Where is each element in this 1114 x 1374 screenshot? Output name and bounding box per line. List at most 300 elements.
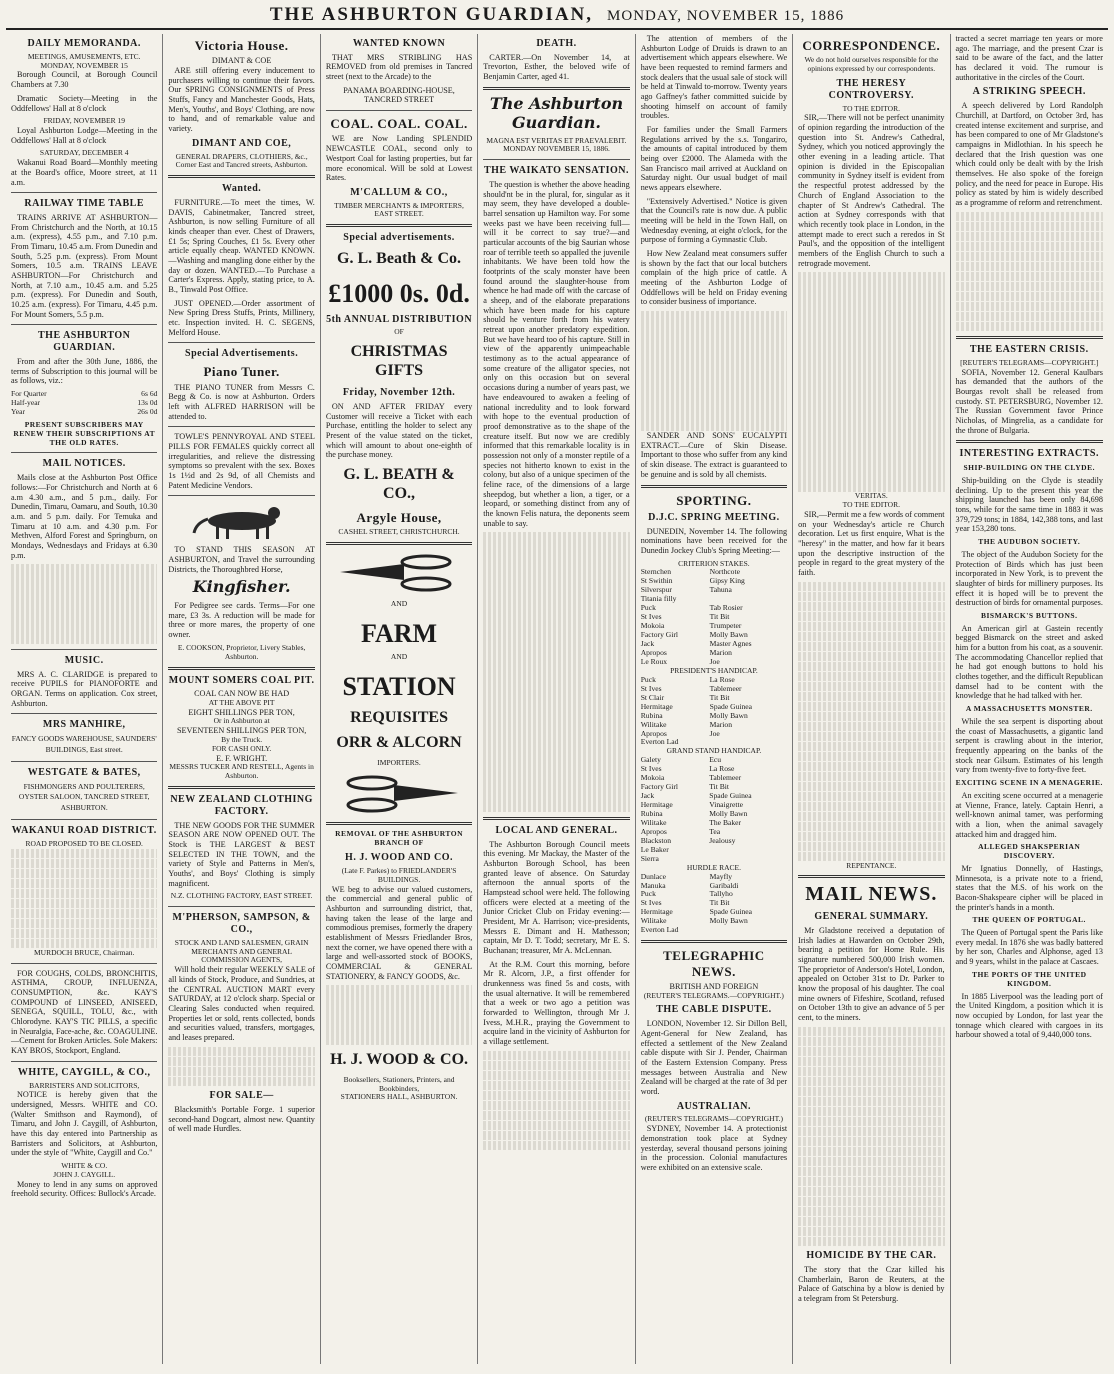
mail-heading: MAIL NOTICES. <box>42 458 126 470</box>
wanted-text: FURNITURE.—To meet the times, W. DAVIS, Cabinetmaker, Tancred street, Ashburton, is now selling Furniture of all kinds cheaper than ever. Chest of Drawers, £1 5s; Spring Couches, £1 5s. Every other article equally cheap. WANTED KNOWN.—Washing and mangling done either by the day or dozen. WANTED.—To Purchase a Carter's Express. Apply, stating price, to A. B., Tinwald Post Office. <box>168 197 315 295</box>
memoranda-line: MONDAY, NOVEMBER 15 <box>40 60 128 70</box>
divider <box>11 963 157 964</box>
coal-text: WE are Now Landing SPLENDID NEWCASTLE COAL, second only to Westport Coal for lasting properties, but far more economical. Will be sold at Lowest Rates. <box>325 134 473 183</box>
heresy-heading: THE HERESY CONTROVERSY. <box>828 78 914 101</box>
mpherson-heading: M'PHERSON, SAMPSON, & CO., <box>172 912 311 935</box>
divider <box>641 940 787 943</box>
telegraphic-sub: BRITISH AND FOREIGN <box>669 981 759 991</box>
australian-note: (REUTER'S TELEGRAMS—COPYRIGHT.) <box>644 1114 783 1124</box>
race-nominations <box>641 676 787 748</box>
caygill-signature: JOHN J. CAYGILL. <box>53 1169 116 1179</box>
horse-entry: Spade Guinea <box>709 907 753 917</box>
horse-entry: Tit Bit <box>709 898 730 908</box>
white-signature: WHITE & CO. <box>61 1161 108 1171</box>
audubon-text: The object of the Audubon Society for the Protection of Birds which has just been incorporated in New York, is to prevent the slaughter of birds for millinery purposes. Its effect it is hoped will be to prevent the destruction of birds for ornamental purposes. <box>955 549 1103 608</box>
horse-entry: Everton Lad <box>640 925 679 935</box>
cable-heading: THE CABLE DISPUTE. <box>656 1004 772 1016</box>
music-heading: MUSIC. <box>64 654 104 666</box>
horse-signature: E. COOKSON, Proprietor, Livery Stables, Ashburton. <box>177 642 306 661</box>
horse-entry: Tit Bit <box>709 612 730 622</box>
monster-text: While the sea serpent is disporting about the coast of Massachusetts, a gigantic land serpent is crawling about in the interior, frequently appearing on the banks of the stock near Gilsum. Estimates of his length vary from twenty-five to forty-five feet. <box>955 717 1103 775</box>
horse-entry: Mokoia <box>640 621 665 631</box>
divider <box>168 786 314 789</box>
horse-entry: Mokoia <box>640 773 665 783</box>
horse-entry: Tit Bit <box>709 692 730 702</box>
correspondence-note: We do not hold ourselves responsible for the opinions expressed by our correspondents. <box>804 55 939 74</box>
ports-text: In 1885 Liverpool was the leading port of the United Kingdom, a position which it is now occupied by London, for last year the tonnage which cleared with cargoes in its harbour showed a total of 9,440,000 tons. <box>955 991 1103 1040</box>
beath-amount: £1000 0s. 0d. <box>328 279 470 308</box>
letter-2-text: SIR,—Permit me a few words of comment on your Wednesday's article re Church decoration. Let us first enquire, What is the "heresy" in the matter, and how far it bears upon the descriptive instruction of the people in regard to the great mystery of the faith. <box>798 509 945 577</box>
horse-entry: Spade Guinea <box>709 791 752 801</box>
horse-entry: Molly Bawn <box>709 630 748 640</box>
heresy-text: SIR,—There will not be perfect unanimity of opinion regarding the introduction of the question into St. Andrew's Cathedral, Sydney, which you noticed approvingly the other evening in a leading article. That opinion is divided in the Episcopalian community in Sydney itself is evident from the respectful protest addressed by the Church of England Association to the chapter of St Andrew's Cathedral. The action at Sydney corresponds with that which recently took place in London, in the attempt made to erect such a reredos in St Paul's, and the opposition of the intelligent members of the English Church to such a retrograde movement. <box>798 113 945 268</box>
telegraphic-heading: TELEGRAPHIC NEWS. <box>663 948 765 979</box>
divider <box>11 192 157 193</box>
ship-text: Ship-building on the Clyde is steadily declining. Up to the present this year the shipping launched has been only 84,698 tons, while for the same time in 1883 it was 379,729 tons; in 1884, 142,388 tons, and last year 153,280 tons. <box>955 476 1103 534</box>
westgate-sub: FISHMONGERS AND POULTERERS, OYSTER SALOON, TANCRED STREET, ASHBURTON. <box>18 781 150 813</box>
divider <box>11 819 157 820</box>
column-3 <box>321 34 478 1364</box>
dimant-name: DIMANT AND COE, <box>191 137 292 149</box>
manhire-sub: FANCY GOODS WAREHOUSE, SAUNDERS' BUILDINGS, East street. <box>11 734 157 754</box>
horse-entry: Blackston <box>640 835 672 845</box>
divider <box>956 440 1103 443</box>
race-nominations <box>641 568 787 666</box>
horse-entry: Molly Bawn <box>709 809 748 818</box>
table-row <box>11 399 157 408</box>
divider <box>168 495 314 496</box>
term-period: Year <box>11 406 25 416</box>
station-label: STATION <box>342 672 456 702</box>
horse-entry: St Ives <box>640 683 662 693</box>
railway-heading: RAILWAY TIME TABLE <box>24 198 145 210</box>
horse-entry: Puck <box>640 889 656 899</box>
stand-text: TO STAND THIS SEASON AT ASHBURTON, and Travel the surrounding Districts, the Thoroughbred Horse, <box>168 545 315 574</box>
table-row <box>11 408 157 417</box>
memoranda-line: Wakanui Road Board—Monthly meeting at the Board's office, Moore street, at 11 a.m. <box>11 158 158 187</box>
lodge-text: The attention of members of the Ashburton Lodge of Druids is drawn to an advertisement which appears elsewhere. We have been requested to remind farmers and stock dealers that the usual sale of stock will be held at Tinwald to-morrow. Twenty years ago Gaffney's father committed suicide by shooting himself on account of family troubles. <box>640 34 788 121</box>
shakspere-text: Mr Ignatius Donnelly, of Hastings, Minnesota, is a private note to a friend, states that the M.S. of his work on the Bacon-Shakspeare cipher will be placed in the printer's hands in a month. <box>955 863 1103 912</box>
nz-clothing-heading: NEW ZEALAND CLOTHING FACTORY. <box>170 794 313 817</box>
memoranda-line: SATURDAY, DECEMBER 4 <box>39 148 129 158</box>
panama-house: PANAMA BOARDING-HOUSE, TANCRED STREET <box>343 85 455 105</box>
wakanui-heading: WAKANUI ROAD DISTRICT. <box>11 825 157 837</box>
wakanui-signature: MURDOCH BRUCE, Chairman. <box>34 947 135 957</box>
horse-entry: Marion <box>709 719 733 729</box>
column-1 <box>6 34 163 1364</box>
beath-annual: 5th ANNUAL DISTRIBUTION <box>326 313 473 325</box>
race-title: CRITERION STAKES. <box>678 558 750 568</box>
zealand-text: How New Zealand meat consumers suffer is shown by the fact that our local butchers complain of the high price of cattle. A meeting of the Ashburton Lodge of Oddfellows will be held on Friday evening to consider business of importance. <box>640 249 788 307</box>
importers-label: IMPORTERS. <box>377 757 421 767</box>
death-heading: DEATH. <box>536 38 577 49</box>
australian-text: SYDNEY, November 14. A protectionist demonstration took place at Sydney yesterday, several thousand persons joining in the procession. Colonial manufactures were exhibited on an extensive scale. <box>640 1124 788 1172</box>
coal-signature: E. F. WRIGHT. <box>216 753 268 763</box>
coal-price: EIGHT SHILLINGS PER TON, <box>188 707 295 717</box>
horse-entry: Dunlace <box>640 871 666 881</box>
horse-entry: Jealousy <box>709 835 736 845</box>
horse-entry: Puck <box>640 674 656 684</box>
djc-heading: D.J.C. SPRING MEETING. <box>648 511 780 523</box>
memoranda-line: Loyal Ashburton Lodge—Meeting in the Oddfellows' Hall at 8 o'clock <box>11 126 158 145</box>
column-7 <box>951 34 1108 1364</box>
death-notice: CARTER.—On November 14, at Trevorton, Esther, the beloved wife of Benjamin Carter, aged 41. <box>483 52 630 82</box>
striking-heading: A STRIKING SPEECH. <box>972 86 1086 98</box>
text-filler <box>798 582 944 862</box>
bismarck-heading: BISMARCK'S BUTTONS. <box>981 610 1078 620</box>
wanted-known-text: THAT MRS STRIBLING HAS REMOVED from old premises in Tancred street (next to the Arcade) to the <box>325 52 473 82</box>
coal-price-2: SEVENTEEN SHILLINGS PER TON, <box>176 726 307 736</box>
horse-entry: Jack <box>640 791 655 801</box>
horse-entry: Tallyho <box>709 889 733 899</box>
horse-entry: Garibaldi <box>709 880 739 890</box>
mpherson-sub: STOCK AND LAND SALESMEN, GRAIN MERCHANTS AND GENERAL COMMISSION AGENTS, <box>174 937 309 965</box>
horse-entry: Hermitage <box>640 701 673 711</box>
divider <box>956 336 1103 339</box>
divider <box>11 1061 157 1062</box>
divider <box>326 822 472 825</box>
westgate-heading: WESTGATE & BATES, <box>27 766 141 778</box>
sale-heading: FOR SALE— <box>209 1090 274 1102</box>
horse-entry: Factory Girl <box>640 782 679 792</box>
beath-house: Argyle House, <box>356 509 442 525</box>
term-price: 6s 6d <box>141 389 158 399</box>
term-price: 26s 0d <box>137 406 158 416</box>
divider <box>641 485 787 488</box>
piano-text: THE PIANO TUNER from Messrs C. Begg & Co. is now at Ashburton. Orders left with ALFRED HARRISON will be attended to. <box>168 382 315 421</box>
menagerie-heading: EXCITING SCENE IN A MENAGERIE. <box>955 778 1103 788</box>
horse-entry: Sierra <box>640 853 659 863</box>
wood-sub: Booksellers, Stationers, Printers, and Bookbinders, <box>343 1074 455 1093</box>
homicide-text: The story that the Czar killed his Chamberlain, Baron de Reuters, at the Palace of Gatschina by a blow is denied by a telegram from St Petersburg. <box>798 1264 945 1303</box>
repentance-signature: REPENTANCE. <box>846 860 897 870</box>
local-heading: LOCAL AND GENERAL. <box>495 824 618 836</box>
coal-agents: MESSRS TUCKER AND RESTELL, Agents in Ashburton. <box>169 762 314 781</box>
beath-date: Friday, November 12th. <box>342 387 456 399</box>
portugal-heading: THE QUEEN OF PORTUGAL. <box>972 915 1086 925</box>
horse-text: For Pedigree see cards. Terms—For one mare, £3 3s. A reduction will be made for three or more mares, the property of one owner. <box>168 601 315 640</box>
removal-firm: H. J. WOOD AND CO. <box>345 852 454 864</box>
text-filler <box>326 985 472 1045</box>
horse-entry: Marion <box>709 648 732 658</box>
horse-entry: Jack <box>640 639 655 649</box>
text-filler <box>798 1027 944 1247</box>
eastern-crisis-text: SOFIA, November 12. General Kaulbars has demanded that the authors of the Bourgas revolt shall be released from custody. ST. PETERSBURG, November 12. The Russian Government favor Prince Nicholas, of Mingrelia, as a candidate for the throne of Bulgaria. <box>955 367 1103 435</box>
table-row <box>641 926 787 935</box>
race-title: PRESIDENT'S HANDICAP. <box>670 665 758 675</box>
coal-cash: FOR CASH ONLY. <box>211 743 272 753</box>
beath-text: ON AND AFTER FRIDAY every Customer will receive a Ticket with each Purchase, entitling the holder to select any Present of the value stated on the ticket, which will amount to about one-eighth of the purchase money. <box>325 401 473 460</box>
horse-entry: Tablemeer <box>709 773 742 783</box>
term-period: For Quarter <box>11 389 47 399</box>
horse-entry <box>710 926 787 935</box>
horse-entry: Factory Girl <box>640 630 679 640</box>
horse-entry: Joe <box>709 728 720 738</box>
local-text-2: At the R.M. Court this morning, before Mr R. Alcorn, J.P., a first offender for drunkenness was fined 5s and costs, with the usual alternative. It will be remembered that a week or two ago a petition was forwarded to Wellington, through Mr J. Ivess, M.H.R., praying the Government to acquire land in the vicinity of Ashburton for a village settlement. <box>483 959 630 1046</box>
horse-entry: Wilitake <box>640 719 667 729</box>
sensation-text: The question is whether the above heading should'nt be in the plural, for, singular as it may seem, they have developed a double-barrel sensation up Hamilton way. For some weeks past we have been receiving full—will it be correct to say true?—and particular accounts of the big Saurian whose roar of terrible teeth so appalled the juvenile inhabitants. We have been told how the footprints of the scaly monster have been found around the slaughter-house from whence he had made off with the carcase of a sheep, and of the elaborate preparations which have been made for his capture should he venture forth from his watery retreat upon another predatory expedition. But we have heard too of his capture. Still in view of the apparently unimpeachable testimony as to the actual appearance of some creature of the alligator species, not only on this occasion but on several occasions during a number of years past, we have endeavoured to awaken a feeling of national incredulity and to look forward with hope to the eventual production of proof demonstrative as to the shape of the creature itself. But now we are credibly informed that this remarkable locality is in possession not only of a monster reptile of a species not hitherto known to exist in the colony, but also of a unique specimen of the feline race, of the dimensions of a large sheepdog, but whether a lion, a tiger, or a leopard, or something distinct from any of the known Felis natura, the deponents seem unable to say. <box>483 180 630 528</box>
divider <box>168 667 314 670</box>
editorial-date: MONDAY NOVEMBER 15, 1886. <box>503 144 610 154</box>
subscribers-notice: PRESENT SUBSCRIBERS MAY RENEW THEIR SUBSCRIPTIONS AT THE OLD RATES. <box>13 419 156 447</box>
horse-entry: Tahuna <box>709 585 732 595</box>
horse-entry: Spade Guinea <box>709 701 753 711</box>
towle-text: TOWLE'S PENNYROYAL AND STEEL PILLS FOR FEMALES quickly correct all irregularities, and relieve the distressing symptoms so prevalent with the sex. Boxes 1s 1½d and 2s 9d, of all Chemists and Patent Medicine Vendors. <box>168 432 315 490</box>
horse-entry: Apropos <box>640 728 667 738</box>
horse-entry: Tit Bit <box>709 782 730 792</box>
text-filler <box>956 212 1103 332</box>
eastern-crisis-heading: THE EASTERN CRISIS. <box>969 344 1089 356</box>
heresy-to: TO THE EDITOR. <box>842 103 900 113</box>
djc-text: DUNEDIN, November 14. The following nominations have been received for the Dunedin Jockey Club's Spring Meeting:— <box>640 526 788 555</box>
editorial-masthead: The Ashburton Guardian. <box>489 93 624 132</box>
horse-entry: Tablemeer <box>709 683 742 693</box>
table-row <box>641 846 787 855</box>
mcallum-name: M'CALLUM & CO., <box>350 186 448 198</box>
divider <box>11 452 157 453</box>
wanted-heading: Wanted. <box>221 183 262 195</box>
horse-entry: Apropos <box>640 648 667 658</box>
divider <box>168 426 314 427</box>
term-price: 13s 0d <box>137 397 158 407</box>
divider <box>168 342 314 343</box>
coal-truck: By the Truck. <box>221 735 263 744</box>
horse-entry: Tab Rosier <box>709 603 743 613</box>
beath-gifts: CHRISTMAS GIFTS <box>350 343 448 380</box>
column-6 <box>793 34 950 1364</box>
horse-entry: Ecu <box>709 755 722 765</box>
wood-name: H. J. WOOD & CO. <box>330 1050 469 1068</box>
text-filler <box>483 532 629 812</box>
opened-text: JUST OPENED.—Order assortment of New Spring Dress Stuffs, Prints, Millinery, etc. Inspection invited. H. C. SEGENS, Melford House. <box>168 298 315 337</box>
memoranda-heading: DAILY MEMORANDA. <box>27 38 141 49</box>
cable-text: LONDON, November 12. Sir Dillon Bell, Agent-General for New Zealand, has effected a settlement of the New Zealand cable dispute with Sir J. Pender, Chairman of the Eastern Extension Company. Press messages between Australia and New Zealand will be charged at the rate of 3d per word. <box>640 1019 788 1096</box>
sensation-heading: THE WAIKATO SENSATION. <box>483 165 629 177</box>
shears-icon <box>334 771 464 817</box>
divider <box>11 649 157 650</box>
horse-entry: Trumpeter <box>709 621 742 631</box>
nz-clothing-signature: N.Z. CLOTHING FACTORY, EAST STREET. <box>170 891 313 901</box>
white-caygill-sub: BARRISTERS AND SOLICITORS, <box>29 1080 140 1090</box>
removal-text: WE beg to advise our valued customers, the commercial and general public of Ashburton and surrounding district, that, having taken the lease of the large and commodious premises, formerly the drapery establishment of Messrs Friedlander Bros, next the corner, we have opened there with a large and well-assorted stock of BOOKS, COMMERCIAL & GENERAL STATIONERY, & FANCY GOODS, &c. <box>325 884 473 981</box>
sporting-heading: SPORTING. <box>676 492 752 508</box>
railway-text: TRAINS ARRIVE AT ASHBURTON—From Christchurch and the North, at 10.15 a.m. (express), 4.55 p.m., and 7.10 p.m. From Timaru, 10.45 a.m. From Dunedin and South, 5.25 p.m. (express). From Mount Somers, 10.5 a.m. TRAINS LEAVE ASHBURTON—For Christchurch and North, at 7.10 a.m., 10.45 a.m. and 5.25 p.m. (express). For Dunedin and South, 10.25 a.m. (express). For Timaru, 4.45 p.m. For Mount Somers, 5.5 p.m. <box>11 213 158 319</box>
text-filler <box>798 272 944 492</box>
motto: MAGNA EST VERITAS ET PRAEVALEBIT. <box>486 135 627 145</box>
horse-entry: Gipsy King <box>709 576 745 586</box>
race-title: GRAND STAND HANDICAP. <box>666 746 762 756</box>
beath-name-2: G. L. BEATH & CO., <box>343 465 455 502</box>
horse-entry: Hermitage <box>640 907 673 917</box>
horse-entry: St Ives <box>640 898 662 908</box>
australian-heading: AUSTRALIAN. <box>676 1100 751 1112</box>
terms-table <box>11 390 157 417</box>
horse-entry: Mayfly <box>709 871 733 881</box>
text-filler <box>483 1051 629 1151</box>
text-filler <box>641 311 787 431</box>
removal-heading: REMOVAL OF THE ASHBURTON BRANCH OF <box>335 829 464 848</box>
removal-sub: (Late F. Parkes) to FRIEDLANDER'S BUILDINGS. <box>341 865 457 884</box>
interesting-heading: INTERESTING EXTRACTS. <box>959 448 1099 460</box>
striking-text: A speech delivered by Lord Randolph Churchill, at Dartford, on October 3rd, has created intense excitement and surprise, and has been compared to one of Mr Gladstone's campaigns in Midlothian. In his speech he declared that the Irish question was one which could only be dealt with by the Irish themselves. He also spoke of the foreign policy, and the need for peace in Europe. His policy as stated by him is widely described as a programme of reform and retrenchment. <box>955 101 1103 207</box>
horse-illustration <box>182 501 302 541</box>
requisites-label: REQUISITES <box>350 708 448 726</box>
horse-entry: Tea <box>709 826 721 836</box>
horse-entry: The Baker <box>709 817 742 827</box>
horse-entry <box>709 846 787 855</box>
nz-clothing-text: THE NEW GOODS FOR THE SUMMER SEASON ARE NOW OPENED OUT. The Stock is THE LARGEST & BEST SELECTED IN THE TOWN, and the variety of Style and Patterns in Men's, Youths', and Boys' Clothing is simply magnificent. <box>168 820 315 888</box>
special-heading: Special advertisements. <box>343 232 455 244</box>
music-text: MRS A. C. CLARIDGE is prepared to receive PUPILS for PIANOFORTE and ORGAN. Terms on application. Cox street, Ashburton. <box>11 669 158 708</box>
race-title: HURDLE RACE. <box>686 862 741 872</box>
orr-and-2: AND <box>390 652 408 662</box>
horse-entry: Le Baker <box>640 844 669 854</box>
guardian-text: From and after the 30th June, 1886, the terms of Subscription to this journal will be as follows, viz.: <box>11 357 158 386</box>
column-2 <box>163 34 320 1364</box>
divider <box>798 875 944 878</box>
monster-heading: A MASSACHUSETTS MONSTER. <box>965 704 1093 714</box>
homicide-heading: HOMICIDE BY THE CAR. <box>806 1250 937 1262</box>
mail-news-heading: MAIL NEWS. <box>805 883 938 906</box>
coal-sub: COAL CAN NOW BE HAD <box>194 689 290 699</box>
horse-entry: La Rose <box>709 674 735 684</box>
shears-icon <box>334 550 464 596</box>
issue-date: MONDAY, NOVEMBER 15, 1886 <box>607 8 845 24</box>
horse-entry: Wilitake <box>640 817 667 827</box>
to-editor: TO THE EDITOR. <box>842 500 900 510</box>
text-filler <box>11 564 157 644</box>
coal-or: Or in Ashburton at <box>213 716 270 726</box>
victoria-text: ARE still offering every inducement to purchasers willing to continue their favors. Our SPRING CONSIGNMENTS of Press Stuffs, Fancy and Manchester Goods, Hats, Men's, Youths', and Boys' Clothing, are now to hand, and of remarkable value and variety. <box>168 66 315 134</box>
horse-entry: La Rose <box>709 764 735 774</box>
mail-text: Mails close at the Ashburton Post Office follows:—For Christchurch and North at 6 a.m 4.30 a.m., and 5 p.m., daily. For Dunedin, Timaru, Oamaru, and South, 10.30 a.m. and 5 p.m. daily. For Temuka and Timaru at 10 a.m. and 4.30 p.m. For Methven, Alford Forest and Springburn, on Mondays, Wednesdays and Fridays at 6.30 p.m. <box>11 473 158 560</box>
text-filler <box>168 1047 314 1087</box>
memoranda-line: MEETINGS, AMUSEMENTS, ETC. <box>27 51 141 61</box>
horse-entry: St Clair <box>640 692 665 702</box>
divider <box>326 542 472 545</box>
horse-entry: Molly Bawn <box>709 916 748 926</box>
term-period: Half-year <box>11 397 41 407</box>
coal-heading: COAL. COAL. COAL. <box>330 116 468 132</box>
coal-sub-2: AT THE ABOVE PIT <box>208 697 275 707</box>
mpherson-text: Will hold their regular WEEKLY SALE of all kinds of Stock, Produce, and Sundries, at the CENTRAL AUCTION MART every SATURDAY, at 12 o'clock sharp. Special or Clearing Sales conducted when required. Properties let or sold, rents collected, bonds and securities valued, transfers, mortgages, and leases prepared. <box>168 965 315 1043</box>
horse-entry: Wilitake <box>640 916 667 926</box>
race-nominations <box>641 756 787 863</box>
general-summary-heading: GENERAL SUMMARY. <box>814 911 929 923</box>
kays-advert: FOR COUGHS, COLDS, BRONCHITIS, ASTHMA, CROUP, INFLUENZA, CONSUMPTION, &c. KAY'S COMPOUND of LINSEED, ANISEED, SENEGA, SQUILL, TOLU, &c., with Chlorodyne. KAY'S TIC PILLS, a specific in Neuralgia, Face-ache, &c. COAGULINE.—Cement for Broken Articles. Sole Makers: KAY BROS, Stockport, England. <box>11 968 158 1056</box>
white-caygill-heading: WHITE, CAYGILL, & CO., <box>17 1066 151 1078</box>
shakspere-heading: ALLEGED SHAKSPERIAN DISCOVERY. <box>978 842 1081 861</box>
continued-text: tracted a secret marriage ten years or more ago. The marriage, and the present Czar is said to be aware of the fact, and the latter has declared it void. The rumour is authoritative in the circles of the Court. <box>955 34 1103 82</box>
wanted-known-heading: WANTED KNOWN <box>352 38 446 49</box>
wood-address: STATIONERS HALL, ASHBURTON. <box>340 1092 458 1102</box>
paper-title: THE ASHBURTON GUARDIAN, <box>269 4 594 25</box>
horse-entry: Master Agnes <box>709 639 752 649</box>
eucalypti-text: SANDER AND SONS' EUCALYPTI EXTRACT.—Cure of Skin Disease. Important to those who suffer from any kind of skin disease. The extract is guaranteed to be genuine and is sold by all chemists. <box>640 431 788 479</box>
divider <box>483 817 629 820</box>
farm-label: FARM <box>361 618 438 648</box>
white-caygill-footer: Money to lend in any sums on approved freehold security. Offices: Bullock's Arcade. <box>11 1179 158 1199</box>
horse-entry: St Ives <box>640 764 662 774</box>
memoranda-line: Borough Council, at Borough Council Chambers at 7.30 <box>11 70 158 90</box>
horse-name: Kingfisher. <box>192 577 291 597</box>
horse-entry: Silverspur <box>640 585 672 595</box>
audubon-heading: THE AUDUBON SOCIETY. <box>978 537 1081 547</box>
sale-text: Blacksmith's Portable Forge. 1 superior second-hand Dogcart, almost new. Quantity of well made Hurdles. <box>168 1104 315 1134</box>
orr-and: AND <box>390 598 408 608</box>
divider <box>326 110 472 111</box>
horse-entry: Molly Bawn <box>709 710 748 720</box>
horse-entry: Titania filly <box>640 594 677 604</box>
correspondence-heading: CORRESPONDENCE. <box>802 38 941 53</box>
wakanui-sub: ROAD PROPOSED TO BE CLOSED. <box>25 839 143 848</box>
horse-entry: Everton Lad <box>640 737 679 747</box>
horse-entry: Rubina <box>640 710 663 720</box>
horse-entry: Northcote <box>709 567 740 577</box>
horse-entry: Vinaigrette <box>709 800 743 810</box>
victoria-sub: DIMANT & COE <box>211 56 272 66</box>
horse-entry: Le Roux <box>640 657 668 667</box>
horse-entry: Sternchen <box>640 567 672 577</box>
wellington-text: For families under the Small Farmers Regulations arrived by the s.s. Tongariro, the amounts of capital introduced by them being over £2000. The Alameda with the San Francisco mail arrived at Auckland on Saturday night. Our usual budget of mail news appears elsewhere. <box>640 125 788 193</box>
veritas-signature: VERITAS. <box>854 491 888 501</box>
special-heading: Special Advertisements. <box>185 348 299 360</box>
horse-entry: Hermitage <box>640 800 673 810</box>
divider <box>168 175 314 178</box>
horse-entry: Puck <box>640 603 656 613</box>
horse-entry: Joe <box>709 657 720 667</box>
ship-heading: SHIP-BUILDING ON THE CLYDE. <box>963 463 1095 473</box>
coal-heading: MOUNT SOMERS COAL PIT. <box>168 674 315 686</box>
manhire-heading: MRS MANHIRE, <box>42 719 126 731</box>
divider <box>326 224 472 227</box>
portugal-text: The Queen of Portugal spent the Paris like every medal. In 1876 she was badly battered by her son, Charles and Alphonse, aged 13 and 9 years, whilst in the palace at Cascaes. <box>955 928 1103 967</box>
dimant-address: Corner East and Tancred streets, Ashburton. <box>175 160 308 170</box>
horse-entry: St Swithin <box>640 576 673 586</box>
horse-entry: Apropos <box>640 826 667 836</box>
general-summary-text: Mr Gladstone received a deputation of Irish ladies at Hawarden on October 29th, bearing a petition for Home Rule. His signature numbered 500,000 Irish women. The proprietor of Anderson's Hotel, London, appealed on October 31st to Dr. Parker to know the proposal of his daughter. The coal mine owners of Fifeshire, Scotland, refused on October 13th to give an advance of 5 per cent, to the miners. <box>798 925 945 1022</box>
telegraphic-note: (REUTER'S TELEGRAMS.—COPYRIGHT.) <box>643 990 784 1000</box>
text-filler <box>11 849 157 949</box>
memoranda-line: FRIDAY, NOVEMBER 19 <box>43 116 125 126</box>
ports-heading: THE PORTS OF THE UNITED KINGDOM. <box>971 969 1087 988</box>
horse-entry: St Ives <box>640 612 662 622</box>
divider <box>483 159 629 160</box>
victoria-heading: Victoria House. <box>194 38 289 53</box>
advertised-text: "Extensively Advertised." Notice is given that the Council's rate is now due. A public meeting will be held in the Town Hall, on Wednesday evening, at eight o'clock, for the purpose of forming a Gymnastic Club. <box>640 196 788 245</box>
column-4 <box>478 34 635 1364</box>
menagerie-text: An exciting scene occurred at a menagerie at Vienne, France, lately. Captain Henri, a well-known animal tamer, was performing with a lion, when the animal savagely attacked him and dragged him. <box>955 790 1103 839</box>
horse-entry: Galety <box>640 755 661 765</box>
orr-alcorn-name: ORR & ALCORN <box>336 733 462 751</box>
beath-of: OF <box>394 327 404 337</box>
bismarck-text: An American girl at Gastein recently begged Bismarck on the street and asked him for a button from his coat, as a souvenir. The accommodating Chancellor replied that he had got enough buttons to hold his clothes together, and the difficult Republican damsel had to be content with the knowledge that he had talked with her. <box>955 623 1103 701</box>
divider <box>483 87 629 90</box>
dimant-trade: GENERAL DRAPERS, CLOTHIERS, &c., <box>175 151 308 161</box>
piano-heading: Piano Tuner. <box>203 364 280 380</box>
columns <box>6 34 1108 1364</box>
divider <box>11 761 157 762</box>
column-5 <box>636 34 793 1364</box>
mcallum-sub: TIMBER MERCHANTS & IMPORTERS, EAST STREET. <box>334 200 464 219</box>
divider <box>11 713 157 714</box>
guardian-heading: THE ASHBURTON GUARDIAN. <box>38 330 131 354</box>
divider <box>168 906 314 907</box>
eastern-crisis-note: [REUTER'S TELEGRAMS—COPYRIGHT.] <box>960 357 1099 367</box>
horse-entry: Manuka <box>640 880 666 890</box>
local-text: The Ashburton Borough Council meets this evening. Mr Mackay, the Master of the Ashburton Borough School, has been granted leave of absence. On Saturday afternoon the annual sports of the Hampstead school were held. The following officers were elected at a meeting of the Junior Cricket Club on Friday evening:—President, Mr A. Harrison; vice-presidents, Messrs E. Dimant and H. Mathesson; captain, Mr D. T. Todd; secretary, Mr E. S. Buchanan; treasurer, Mr A. McLennan. <box>483 839 630 955</box>
beath-address: CASHEL STREET, CHRISTCHURCH. <box>338 526 460 536</box>
